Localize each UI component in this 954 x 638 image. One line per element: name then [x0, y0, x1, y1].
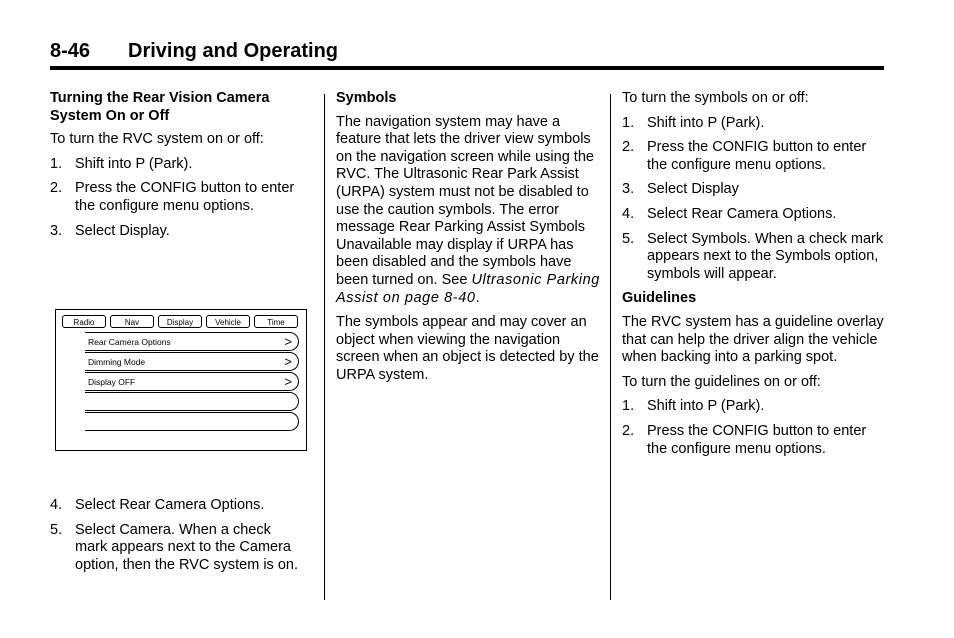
page-number: 8-46 [50, 40, 91, 62]
menu-row-empty [85, 392, 299, 411]
tab-radio: Radio [62, 315, 106, 328]
page-title: Driving and Operating [128, 40, 339, 62]
section-heading: Guidelines [622, 290, 697, 307]
screen-tab-bar [62, 315, 298, 328]
intro-text: To turn the guidelines on or off: [622, 373, 821, 390]
column-1-continued [50, 497, 300, 581]
steps-list [50, 156, 300, 240]
tab-display: Display [158, 315, 202, 328]
tab-time: Time [254, 315, 298, 328]
column-2 [336, 90, 600, 392]
list-item: 1. Shift into P (Park). [622, 398, 765, 415]
menu-row-label: Rear Camera Options [88, 337, 171, 347]
intro-text: To turn the symbols on or off: [622, 90, 809, 106]
menu-row-dimming-mode [85, 352, 299, 371]
intro-text: To turn the RVC system on or off: [50, 131, 264, 148]
list-item: 2. Press the CONFIG button to enter the configure menu options. [50, 180, 295, 214]
list-item: 2. Press the CONFIG button to enter the configure menu options. [622, 422, 867, 457]
page-header [50, 38, 884, 70]
menu-row-label: Display OFF [88, 377, 136, 387]
paragraph: The symbols appear and may cover an object when viewing the navigation screen when an object is detected by the URPA system. [336, 314, 599, 383]
display-menu-illustration [55, 309, 307, 451]
paragraph: The RVC system has a guideline overlay that can help the driver align the vehicle when backing into a parking spot. [622, 313, 884, 366]
list-item: 1. Shift into P (Park). [50, 155, 193, 172]
list-item: 3. Select Display [622, 181, 739, 198]
column-divider [610, 94, 611, 600]
steps-list [622, 398, 886, 458]
chevron-right-icon: > [284, 374, 292, 389]
list-item: 2. Press the CONFIG button to enter the configure menu options. [622, 139, 867, 173]
menu-row-label: Dimming Mode [88, 357, 146, 367]
column-1 [50, 90, 300, 247]
menu-row-empty [85, 412, 299, 431]
list-item: 5. Select Symbols. When a check mark appears next to the Symbols option, symbols will appear. [622, 230, 884, 282]
section-heading: Symbols [336, 90, 397, 106]
chevron-right-icon: > [284, 334, 292, 349]
list-item: 4. Select Rear Camera Options. [50, 497, 265, 513]
menu-row-rear-camera-options [85, 332, 299, 351]
tab-vehicle: Vehicle [206, 315, 250, 328]
paragraph: The navigation system may have a feature that lets the driver view symbols on the navigation screen while using the RVC. The Ultrasonic Rear Park Assist (URPA) system must not be disabled to use the caution symbols. The error message Rear Parking Assist Symbols Unavailable may display if URPA has been disabled and the symbols have been turned on. See Ultrasonic Parking Assist on page 8-40. [336, 113, 600, 306]
menu-row-display-off [85, 372, 299, 391]
list-item: 5. Select Camera. When a check mark appears next to the Camera option, then the RVC system is on. [50, 521, 298, 573]
chevron-right-icon: > [284, 354, 292, 369]
steps-list [50, 497, 300, 574]
steps-list [622, 115, 886, 284]
cross-reference: Ultrasonic Parking Assist on page 8-40 [336, 271, 600, 306]
column-3 [622, 90, 886, 465]
section-heading: Turning the Rear Vision Camera System On or Off [50, 90, 270, 124]
tab-nav: Nav [110, 315, 154, 328]
list-item: 4. Select Rear Camera Options. [622, 205, 837, 222]
column-divider [324, 94, 325, 600]
list-item: 1. Shift into P (Park). [622, 114, 765, 131]
list-item: 3. Select Display. [50, 222, 170, 239]
